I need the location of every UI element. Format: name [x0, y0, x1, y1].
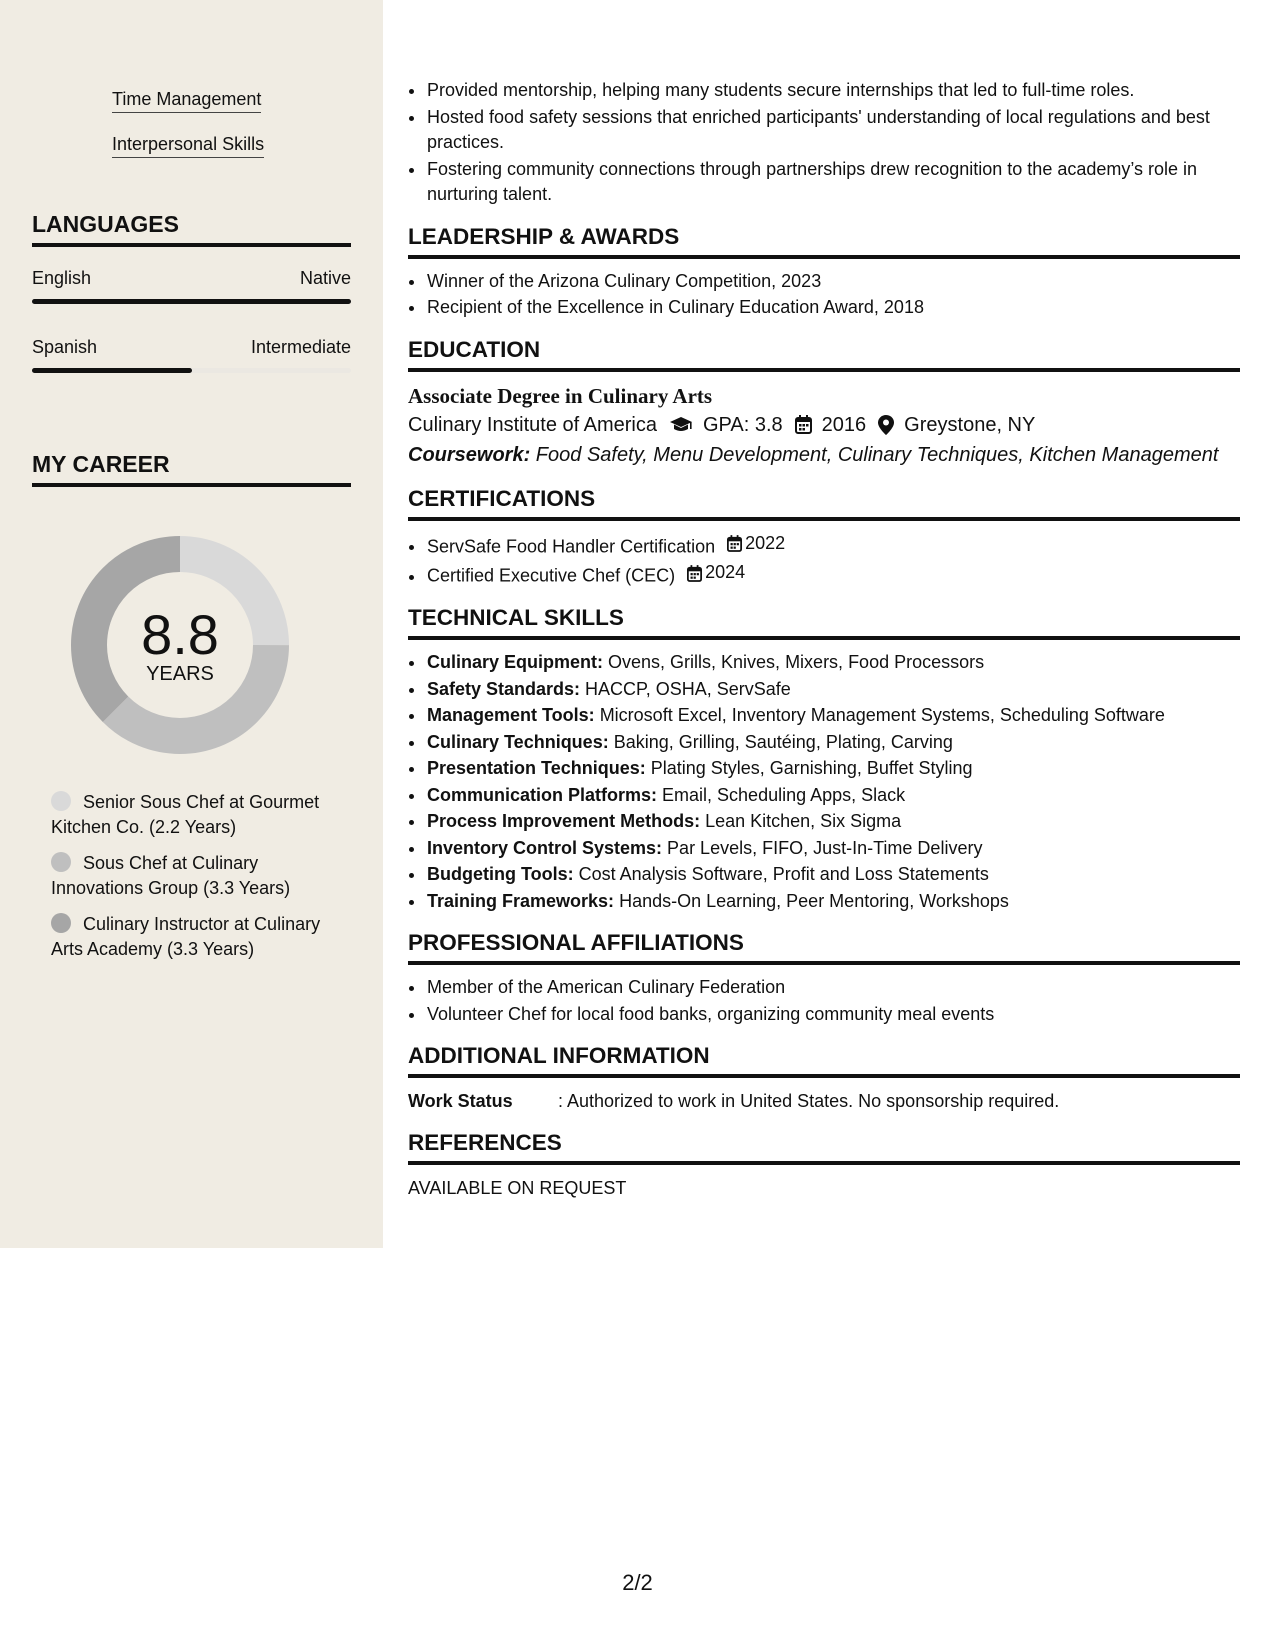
education-coursework	[408, 440, 1240, 470]
skill-values: Par Levels, FIFO, Just-In-Time Delivery	[662, 837, 983, 858]
skill-category: Inventory Control Systems:	[427, 837, 663, 858]
leadership-heading: LEADERSHIP & AWARDS	[408, 224, 1240, 259]
affiliation-item: • Volunteer Chef for local food banks, organizing community meal events	[426, 1002, 1240, 1028]
skill-values: Baking, Grilling, Sautéing, Plating, Carving	[608, 731, 953, 752]
affiliation-item: • Member of the American Culinary Federation	[426, 975, 1240, 1001]
certification-year: 2024	[705, 562, 746, 583]
calendar-icon	[727, 535, 742, 552]
technical-skill-item	[426, 756, 1240, 782]
skill-category: Process Improvement Methods:	[427, 811, 701, 831]
education-heading: EDUCATION	[408, 337, 1240, 372]
certification-name: Certified Executive Chef (CEC)	[427, 565, 676, 586]
certification-date	[687, 560, 745, 586]
affiliations-heading: PROFESSIONAL AFFILIATIONS	[408, 930, 1240, 965]
calendar-icon	[687, 565, 702, 582]
soft-skill-item: Time Management	[112, 88, 261, 113]
education-school: Culinary Institute of America	[408, 413, 657, 436]
certification-item	[426, 560, 1240, 589]
language-row	[32, 336, 351, 358]
certification-name: ServSafe Food Handler Certification	[427, 535, 716, 556]
language-proficiency-fill	[32, 299, 351, 304]
career-legend-item	[51, 851, 341, 901]
certification-date	[727, 531, 785, 557]
career-summary	[65, 530, 295, 760]
skill-category: Communication Platforms:	[427, 784, 658, 805]
certification-year: 2022	[745, 532, 786, 553]
education-year: 2016	[821, 413, 867, 436]
career-heading: MY CAREER	[32, 451, 351, 487]
technical-skill-item	[426, 703, 1240, 729]
soft-skill-item: Interpersonal Skills	[112, 133, 264, 158]
language-proficiency-bar	[32, 299, 351, 304]
skill-values: HACCP, OSHA, ServSafe	[580, 678, 791, 699]
language-proficiency-bar	[32, 368, 351, 373]
skill-values: Lean Kitchen, Six Sigma	[700, 811, 902, 831]
technical-skills-heading: TECHNICAL SKILLS	[408, 605, 1240, 640]
skill-values: Ovens, Grills, Knives, Mixers, Food Processors	[603, 652, 985, 672]
coursework-value: Food Safety, Menu Development, Culinary Techniques, Kitchen Management	[530, 443, 1219, 466]
certifications-heading: CERTIFICATIONS	[408, 486, 1240, 521]
certification-item	[426, 531, 1240, 560]
language-row	[32, 267, 351, 289]
language-proficiency-fill	[32, 368, 192, 373]
references-text: AVAILABLE ON REQUEST	[408, 1178, 627, 1198]
education-location: Greystone, NY	[904, 413, 1036, 436]
career-total-years: 8.8	[141, 603, 219, 666]
language-name: English	[32, 268, 92, 288]
language-level: Native	[299, 268, 351, 288]
education-details	[408, 410, 1240, 440]
work-status-value: : Authorized to work in United States. No sponsorship required.	[558, 1091, 1060, 1111]
skill-category: Training Frameworks:	[427, 890, 615, 911]
work-status-row	[408, 1088, 1240, 1114]
leadership-item: • Winner of the Arizona Culinary Competition, 2023	[426, 269, 1240, 295]
references-heading: REFERENCES	[408, 1130, 1240, 1165]
career-legend-item	[51, 790, 341, 840]
skill-category: Presentation Techniques:	[427, 758, 646, 778]
technical-skill-item	[426, 809, 1240, 835]
career-legend-item	[51, 912, 341, 962]
certifications-list	[408, 531, 1240, 590]
career-legend-label: Culinary Instructor at Culinary Arts Academy (3.3 Years)	[51, 914, 321, 959]
page-number: 2/2	[622, 1570, 653, 1595]
technical-skill-item	[426, 677, 1240, 703]
skill-values: Plating Styles, Garnishing, Buffet Styling	[645, 758, 973, 778]
career-legend-label: Senior Sous Chef at Gourmet Kitchen Co. (2.2 Years)	[51, 792, 320, 837]
language-level: Intermediate	[250, 337, 351, 357]
coursework-label: Coursework:	[408, 443, 531, 466]
experience-bullet: • Fostering community connections through partnerships drew recognition to the academy’s role in nurturing talent.	[426, 157, 1240, 208]
skill-category: Safety Standards:	[427, 678, 581, 699]
technical-skill-item	[426, 862, 1240, 888]
additional-info-heading: ADDITIONAL INFORMATION	[408, 1043, 1240, 1078]
language-name: Spanish	[32, 337, 98, 357]
location-pin-icon	[878, 415, 894, 435]
legend-dot-icon	[51, 913, 71, 933]
skill-category: Culinary Techniques:	[427, 731, 609, 752]
affiliations-list	[408, 975, 1240, 1027]
experience-bullet: • Hosted food safety sessions that enriched participants' understanding of local regulations and best practices.	[426, 105, 1240, 156]
leadership-item: • Recipient of the Excellence in Culinary Education Award, 2018	[426, 295, 1240, 321]
legend-dot-icon	[51, 791, 71, 811]
work-status-label: Work Status	[408, 1091, 513, 1111]
career-legend-label: Sous Chef at Culinary Innovations Group (3.3 Years)	[51, 853, 291, 898]
technical-skills-list	[408, 650, 1240, 914]
technical-skill-item	[426, 650, 1240, 676]
career-unit-label: YEARS	[146, 663, 214, 685]
skill-values: Hands-On Learning, Peer Mentoring, Workshops	[614, 890, 1009, 911]
languages-heading: LANGUAGES	[32, 211, 351, 247]
experience-bullet: • Provided mentorship, helping many students secure internships that led to full-time roles.	[426, 78, 1240, 104]
technical-skill-item	[426, 783, 1240, 809]
technical-skill-item	[426, 730, 1240, 756]
education-degree: Associate Degree in Culinary Arts	[408, 383, 713, 408]
skill-values: Cost Analysis Software, Profit and Loss Statements	[573, 864, 989, 884]
technical-skill-item	[426, 836, 1240, 862]
legend-dot-icon	[51, 852, 71, 872]
skill-category: Budgeting Tools:	[427, 864, 574, 884]
leadership-list	[408, 269, 1240, 321]
skill-values: Microsoft Excel, Inventory Management Systems, Scheduling Software	[594, 705, 1165, 725]
calendar-icon	[795, 415, 812, 434]
graduation-cap-icon	[669, 416, 693, 434]
technical-skill-item	[426, 889, 1240, 915]
main-content	[408, 78, 1240, 1201]
education-gpa: GPA: 3.8	[703, 413, 783, 436]
experience-bullet-list	[408, 78, 1240, 208]
skill-category: Culinary Equipment:	[427, 652, 604, 672]
skill-category: Management Tools:	[427, 705, 595, 725]
skill-values: Email, Scheduling Apps, Slack	[657, 784, 906, 805]
sidebar	[0, 0, 383, 1248]
